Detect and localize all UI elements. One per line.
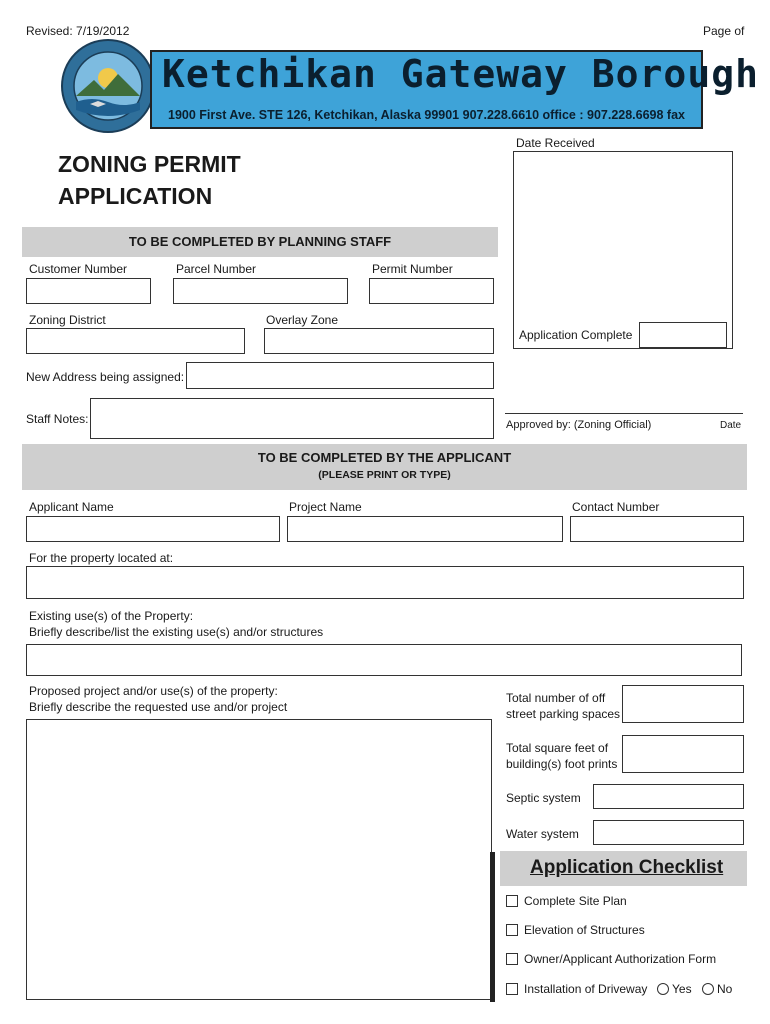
- checklist-item-elevation: Elevation of Structures: [524, 923, 645, 937]
- project-name-label: Project Name: [289, 500, 362, 514]
- customer-number-field[interactable]: [26, 278, 151, 304]
- checklist-title: Application Checklist: [530, 857, 724, 878]
- checkbox-site-plan[interactable]: [506, 895, 518, 907]
- org-address: 1900 First Ave. STE 126, Ketchikan, Alaska 99901 907.228.6610 office : 907.228.6698 fax: [168, 108, 685, 122]
- property-location-label: For the property located at:: [29, 551, 174, 565]
- checklist-rule: [490, 852, 495, 1002]
- customer-number-label: Customer Number: [29, 262, 128, 276]
- driveway-yes-radio[interactable]: [657, 983, 669, 995]
- contact-number-label: Contact Number: [572, 500, 660, 514]
- org-name: Ketchikan Gateway Borough: [162, 52, 759, 96]
- square-feet-field[interactable]: [622, 735, 744, 773]
- new-address-label: New Address being assigned:: [26, 370, 185, 384]
- approval-date-label: Date: [720, 420, 742, 431]
- checklist-item-driveway: Installation of Driveway: [524, 982, 648, 996]
- checkbox-driveway[interactable]: [506, 983, 518, 995]
- new-address-field[interactable]: [186, 362, 494, 389]
- driveway-no-label: No: [717, 982, 733, 996]
- parcel-number-label: Parcel Number: [176, 262, 257, 276]
- permit-number-field[interactable]: [369, 278, 494, 304]
- overlay-zone-field[interactable]: [264, 328, 494, 354]
- square-feet-label: Total square feet of building(s) foot prints: [506, 741, 618, 771]
- driveway-yes-label: Yes: [672, 982, 692, 996]
- property-location-field[interactable]: [26, 566, 744, 599]
- borough-seal: [60, 38, 156, 134]
- zoning-district-field[interactable]: [26, 328, 245, 354]
- permit-number-label: Permit Number: [372, 262, 453, 276]
- parking-label: Total number of off street parking spaces: [506, 691, 621, 721]
- parcel-number-field[interactable]: [173, 278, 348, 304]
- date-received-box[interactable]: [513, 151, 733, 349]
- staff-section-header: TO BE COMPLETED BY PLANNING STAFF: [22, 227, 498, 257]
- checkbox-authorization[interactable]: [506, 953, 518, 965]
- parking-field[interactable]: [622, 685, 744, 723]
- revised-date: Revised: 7/19/2012: [26, 24, 130, 38]
- staff-notes-label: Staff Notes:: [26, 412, 89, 426]
- applicant-section-header: TO BE COMPLETED BY THE APPLICANT (PLEASE PRINT OR TYPE): [22, 444, 747, 490]
- checkbox-elevation[interactable]: [506, 924, 518, 936]
- applicant-name-field[interactable]: [26, 516, 280, 542]
- checklist-item-authorization: Owner/Applicant Authorization Form: [524, 952, 717, 966]
- zoning-district-label: Zoning District: [29, 313, 106, 327]
- proposed-project-field[interactable]: [26, 719, 492, 1000]
- water-field[interactable]: [593, 820, 744, 845]
- page-title: ZONING PERMIT APPLICATION: [58, 151, 241, 209]
- contact-number-field[interactable]: [570, 516, 744, 542]
- approval-signature-line[interactable]: [505, 413, 743, 414]
- application-complete-label: Application Complete: [519, 328, 633, 342]
- project-name-field[interactable]: [287, 516, 563, 542]
- proposed-project-label: Proposed project and/or use(s) of the property: Briefly describe the requested use and/or project: [29, 684, 288, 714]
- septic-label: Septic system: [506, 791, 581, 805]
- application-complete-field[interactable]: [639, 322, 727, 348]
- page-of: Page of: [703, 24, 745, 38]
- checklist-header: [500, 851, 747, 886]
- checklist-item-site-plan: Complete Site Plan: [524, 894, 627, 908]
- existing-use-field[interactable]: [26, 644, 742, 676]
- applicant-name-label: Applicant Name: [29, 500, 114, 514]
- driveway-no-radio[interactable]: [702, 983, 714, 995]
- staff-notes-field[interactable]: [90, 398, 494, 439]
- existing-use-label: Existing use(s) of the Property: Briefly describe/list the existing use(s) and/or structures: [29, 609, 324, 639]
- overlay-zone-label: Overlay Zone: [266, 313, 339, 327]
- water-label: Water system: [506, 827, 579, 841]
- date-received-label: Date Received: [516, 136, 595, 150]
- septic-field[interactable]: [593, 784, 744, 809]
- approved-by-label: Approved by: (Zoning Official): [506, 419, 652, 431]
